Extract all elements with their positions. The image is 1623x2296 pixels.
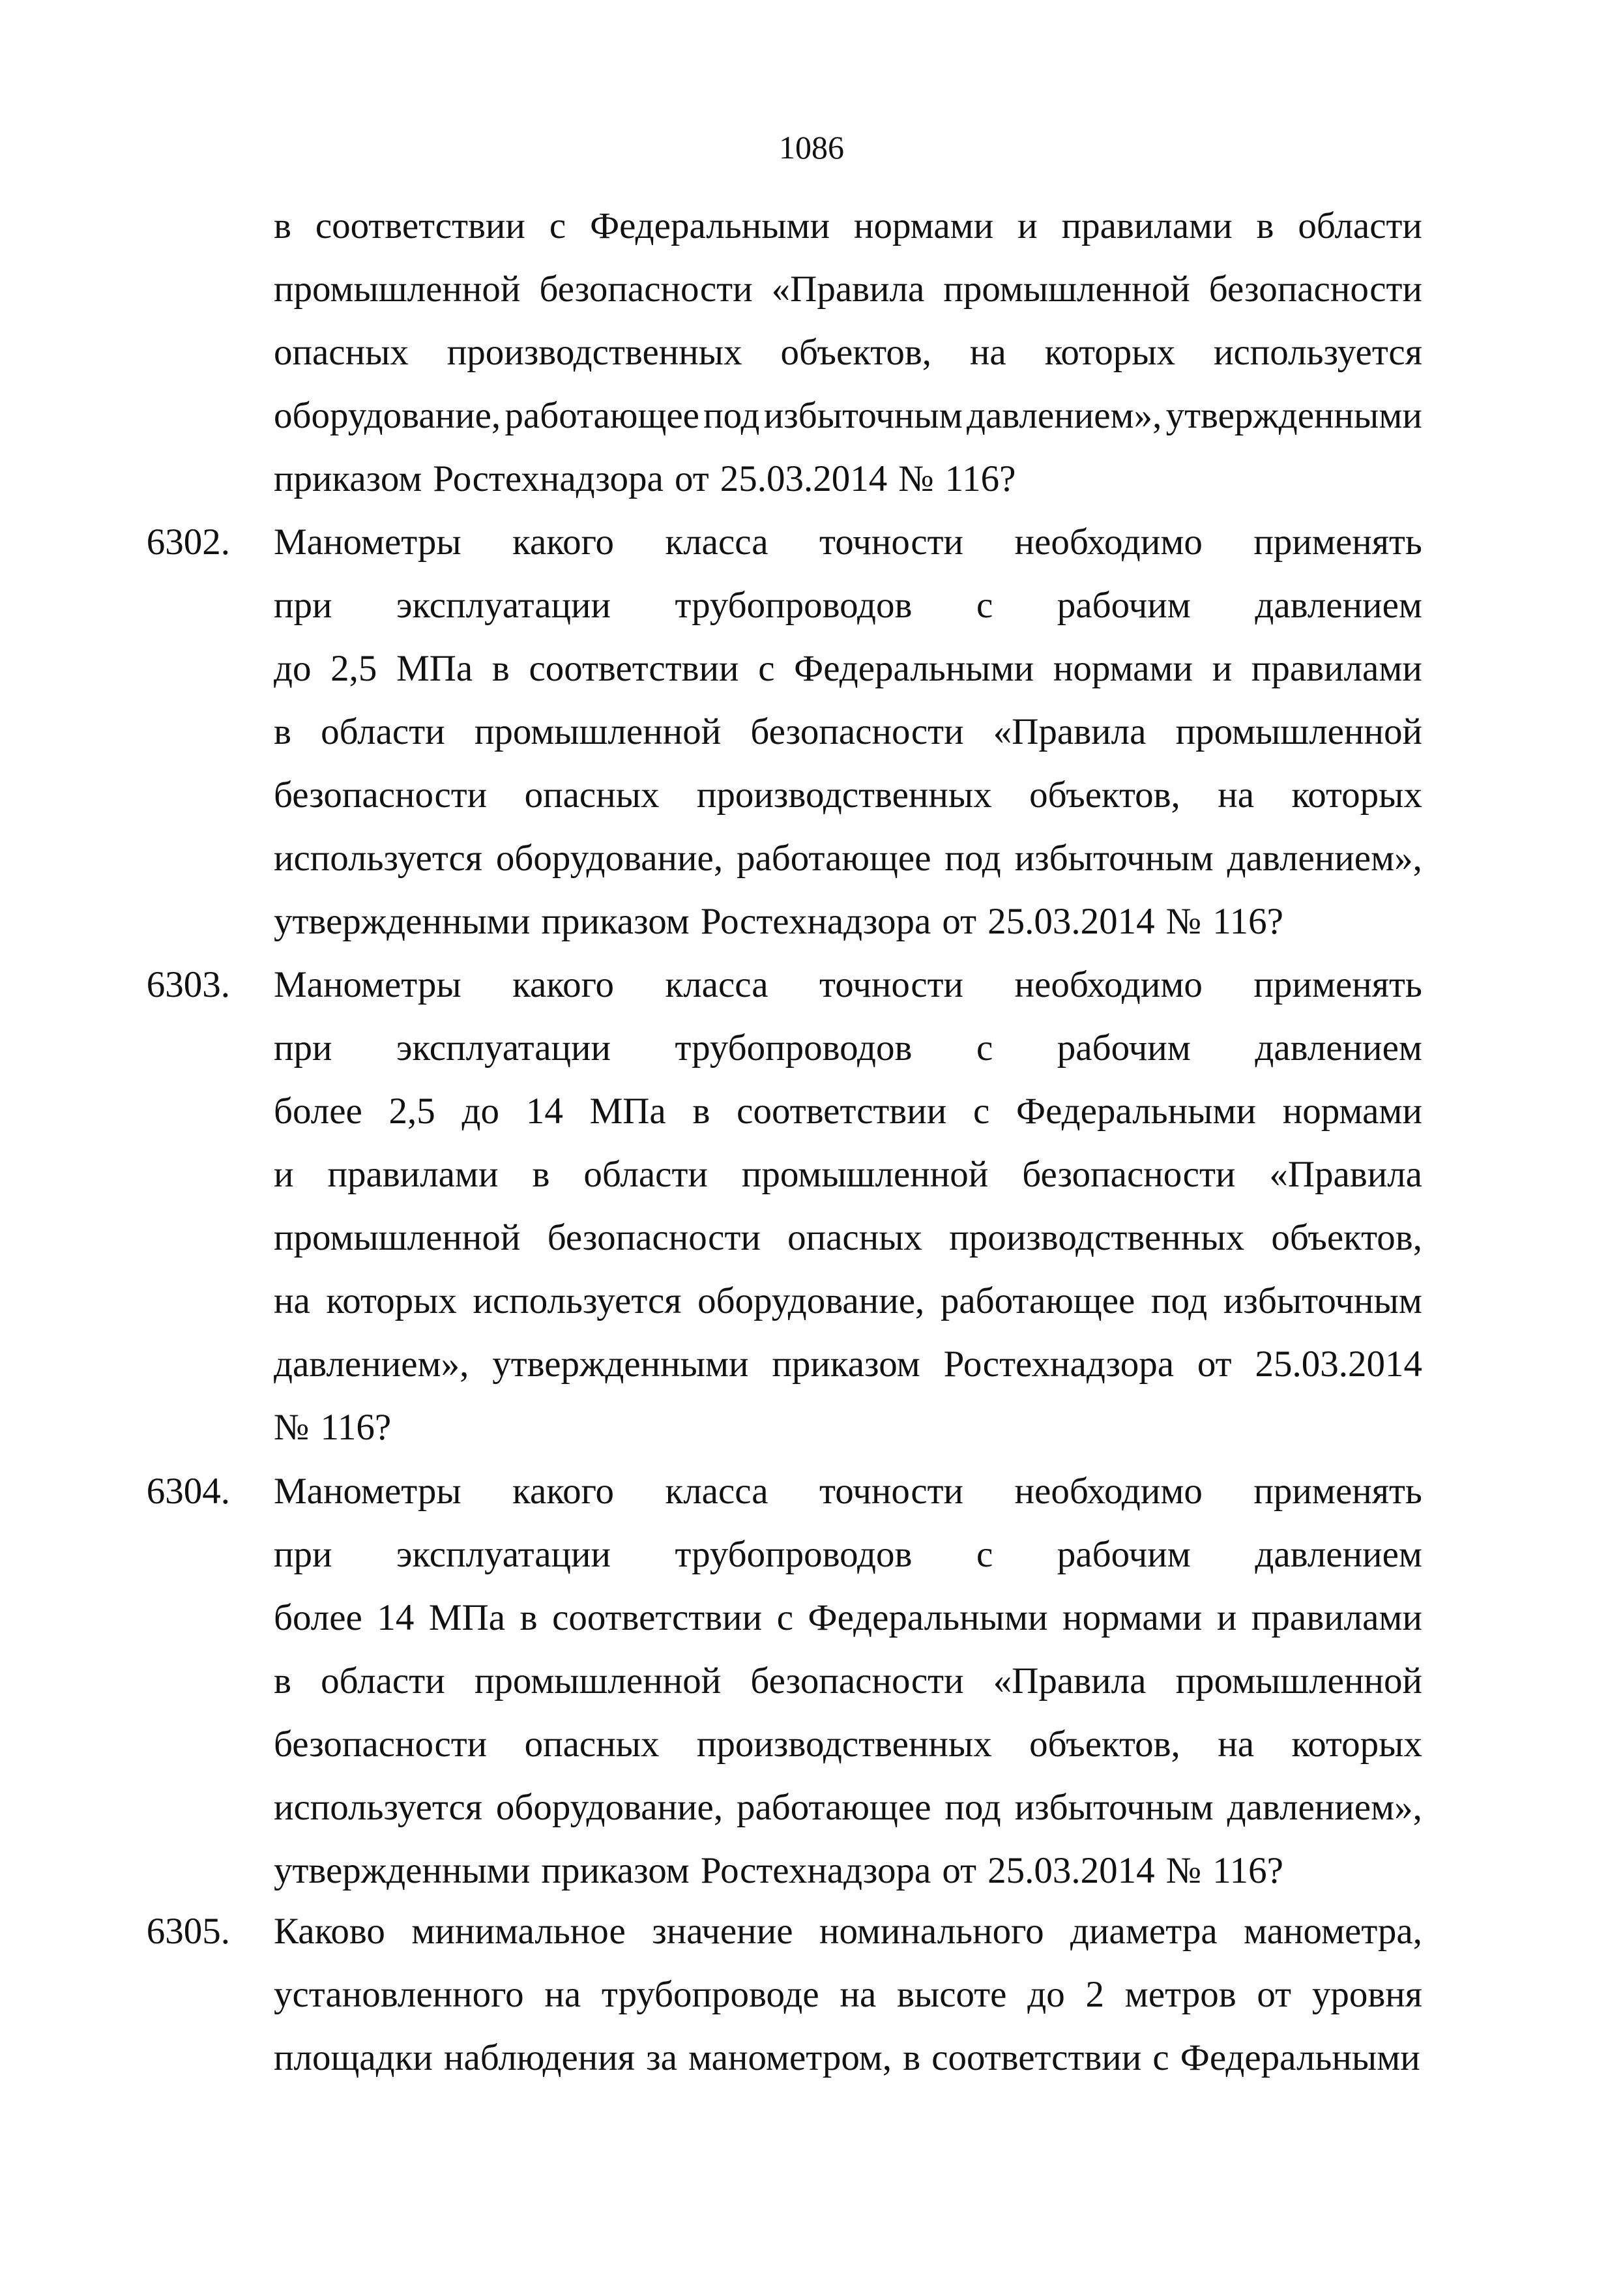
text-line: более 2,5 до 14 МПа в соответствии с Федеральными нормами — [274, 1091, 1422, 1132]
text-line: оборудование, работающее под избыточным давлением», утвержденными — [274, 395, 1422, 436]
question-6303 — [146, 953, 1422, 1459]
text-line: более 14 МПа в соответствии с Федеральными нормами и правилами — [274, 1597, 1422, 1638]
text-line: в области промышленной безопасности «Правила промышленной — [274, 711, 1422, 752]
text-line: промышленной безопасности «Правила промышленной безопасности — [274, 269, 1422, 310]
text-line: приказом Ростехнадзора от 25.03.2014 № 116? — [274, 458, 1016, 499]
text-line: установленного на трубопроводе на высоте до 2 метров от уровня — [274, 1974, 1422, 2015]
text-line: при эксплуатации трубопроводов с рабочим давлением — [274, 1027, 1422, 1068]
question-continuation — [274, 194, 1422, 510]
text-line: опасных производственных объектов, на которых используется — [274, 332, 1422, 373]
text-line: Манометры какого класса точности необходимо применять — [274, 1471, 1422, 1512]
question-6304 — [146, 1460, 1422, 1902]
text-line: Каково минимальное значение номинального диаметра манометра, — [274, 1911, 1422, 1952]
text-line: при эксплуатации трубопроводов с рабочим давлением — [274, 585, 1422, 626]
text-line: утвержденными приказом Ростехнадзора от 25.03.2014 № 116? — [274, 901, 1283, 942]
text-line: безопасности опасных производственных объектов, на которых — [274, 1724, 1422, 1765]
question-number: 6303. — [146, 964, 230, 1005]
text-line: № 116? — [274, 1407, 392, 1448]
text-line: площадки наблюдения за манометром, в соответствии с Федеральными — [274, 2037, 1420, 2078]
text-line: в соответствии с Федеральными нормами и правилами в области — [274, 205, 1422, 246]
question-6302 — [146, 510, 1422, 953]
question-number: 6305. — [146, 1911, 230, 1952]
text-line: на которых используется оборудование, работающее под избыточным — [274, 1280, 1422, 1321]
text-line: Манометры какого класса точности необходимо применять — [274, 964, 1422, 1005]
text-line: безопасности опасных производственных объектов, на которых — [274, 774, 1422, 816]
text-line: утвержденными приказом Ростехнадзора от 25.03.2014 № 116? — [274, 1850, 1283, 1891]
text-line: промышленной безопасности опасных производственных объектов, — [274, 1217, 1422, 1258]
question-number: 6304. — [146, 1471, 230, 1512]
text-line: используется оборудование, работающее под избыточным давлением», — [274, 1787, 1422, 1828]
text-line: и правилами в области промышленной безопасности «Правила — [274, 1154, 1422, 1195]
text-line: давлением», утвержденными приказом Ростехнадзора от 25.03.2014 — [274, 1344, 1422, 1385]
question-number: 6302. — [146, 522, 230, 563]
question-6305 — [146, 1900, 1422, 2089]
text-line: при эксплуатации трубопроводов с рабочим давлением — [274, 1534, 1422, 1575]
text-line: в области промышленной безопасности «Правила промышленной — [274, 1660, 1422, 1701]
text-line: Манометры какого класса точности необходимо применять — [274, 522, 1422, 563]
page-number: 1086 — [779, 129, 844, 166]
text-line: до 2,5 МПа в соответствии с Федеральными нормами и правилами — [274, 648, 1422, 689]
text-line: используется оборудование, работающее под избыточным давлением», — [274, 838, 1422, 879]
